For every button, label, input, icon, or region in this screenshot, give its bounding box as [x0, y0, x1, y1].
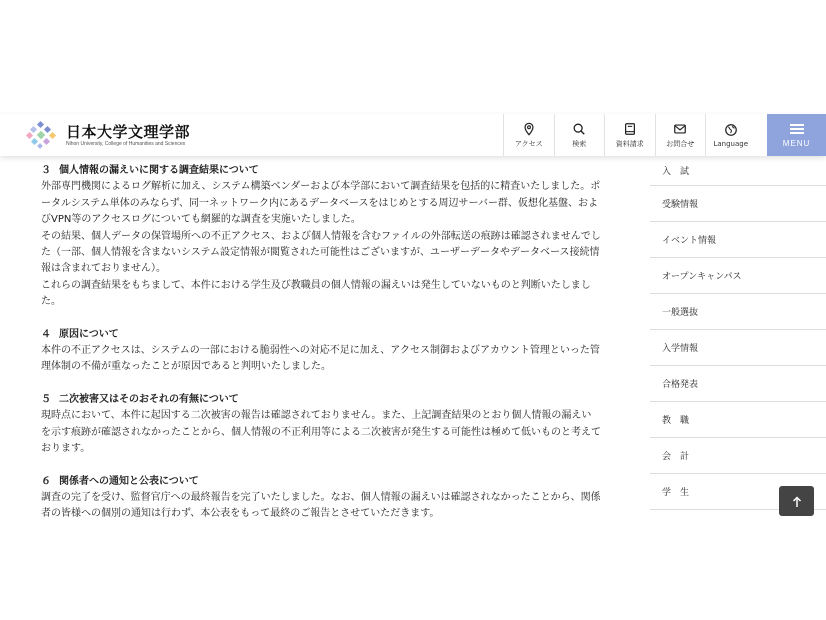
section-title: 関係者への通知と公表について: [59, 475, 199, 487]
arrow-up-icon: [792, 496, 802, 508]
section-number: ４: [41, 328, 51, 340]
section-title: 二次被害又はそのおそれの有無について: [59, 393, 239, 405]
paragraph: 本件の不正アクセスは、システムの一部における脆弱性への対応不足に加え、アクセス制御およびアカウント管理といった管理体制の不備が重なったことが原因であると判明いたしました。: [41, 345, 600, 373]
nav-brochure-label: 資料請求: [615, 139, 644, 148]
section-title: 原因について: [59, 328, 119, 340]
logo-title: 日本大学文理学部: [66, 122, 191, 141]
article-content: [41, 156, 601, 523]
nav-language-label: Language: [713, 139, 749, 148]
site-header: [0, 114, 826, 156]
back-to-top-button[interactable]: [779, 486, 814, 516]
nav-brochure[interactable]: [604, 114, 655, 156]
sidebar-item-enrollment[interactable]: 入学情報: [650, 330, 826, 366]
nav-search-label: 検索: [572, 139, 587, 148]
header-nav: [503, 114, 756, 156]
sidebar-item-teaching[interactable]: 教 職: [650, 402, 826, 438]
globe-icon: [724, 123, 738, 137]
section-heading: [41, 474, 601, 490]
menu-label: MENU: [782, 139, 811, 148]
sidebar-item-open-campus[interactable]: オープンキャンパス: [650, 258, 826, 294]
nav-contact[interactable]: [655, 114, 706, 156]
sidebar-item-accounting[interactable]: 会 計: [650, 438, 826, 474]
section-title: 個人情報の漏えいに関する調査結果について: [59, 165, 259, 176]
paragraph: その結果、個人データの保管場所への不正アクセス、および個人情報を含むファイルの外部転送の痕跡は確認されませんでした（一部、個人情報を含まないシステム設定情報が閲覧された可能性はございますが、ユーザーデータやデータベース接続情報は含まれておりません）。: [41, 230, 601, 275]
paragraph: 調査の完了を受け、監督官庁への最終報告を完了いたしました。なお、個人情報の漏えいは確認されなかったことから、関係者の皆様への個別の通知は行わず、本公表をもって最終のご報告とさせていただきます。: [41, 491, 601, 520]
logo-subtitle: Nihon University, College of Humanities and Sciences: [66, 140, 186, 147]
sidebar-item-exam-info[interactable]: 受験情報: [650, 186, 826, 222]
sidebar-item-admissions[interactable]: 入 試: [650, 156, 826, 186]
hamburger-icon: [790, 122, 804, 136]
sidebar-item-students[interactable]: 学 生: [650, 474, 826, 510]
section-heading: [41, 163, 601, 179]
paragraph: 外部専門機関によるログ解析に加え、システム構築ベンダーおよび本学部において調査結果を包括的に精査いたしました。ポータルシステム単体のみならず、同一ネットワーク内にあるデータベースをはじめとする周辺サーバー群、仮想化基盤、およびVPN等のアクセスログについても網羅的な調査を実施いたしました。: [41, 181, 601, 226]
paragraph: これらの調査結果をもちまして、本件における学生及び教職員の個人情報の漏えいは発生していないものと判断いたしました。: [41, 279, 591, 308]
section-number: ５: [41, 393, 51, 405]
nav-contact-label: お問合せ: [666, 139, 695, 148]
mail-icon: [673, 122, 687, 136]
search-icon: [572, 122, 586, 136]
logo-mark-icon: [24, 120, 58, 150]
sidebar-nav: [650, 156, 826, 510]
nav-search[interactable]: [554, 114, 605, 156]
section-number: ６: [41, 475, 51, 487]
section-number: ３: [41, 165, 51, 176]
map-pin-icon: [522, 122, 536, 136]
sidebar-item-events[interactable]: イベント情報: [650, 222, 826, 258]
sidebar-item-general-selection[interactable]: 一般選抜: [650, 294, 826, 330]
section-heading: [41, 392, 601, 408]
section-heading: [41, 327, 601, 343]
menu-button[interactable]: [767, 114, 826, 156]
site-logo[interactable]: [24, 120, 190, 150]
nav-access[interactable]: [503, 114, 554, 156]
nav-access-label: アクセス: [514, 139, 543, 148]
sidebar-item-results[interactable]: 合格発表: [650, 366, 826, 402]
page-viewport: [0, 114, 826, 520]
nav-language[interactable]: [705, 114, 756, 156]
book-icon: [623, 122, 637, 136]
paragraph: 現時点において、本件に起因する二次被害の報告は確認されておりません。また、上記調査結果のとおり個人情報の漏えいを示す痕跡が確認されなかったことから、個人情報の不正利用等による二次被害が発生する可能性は極めて低いものと考えております。: [41, 410, 601, 455]
